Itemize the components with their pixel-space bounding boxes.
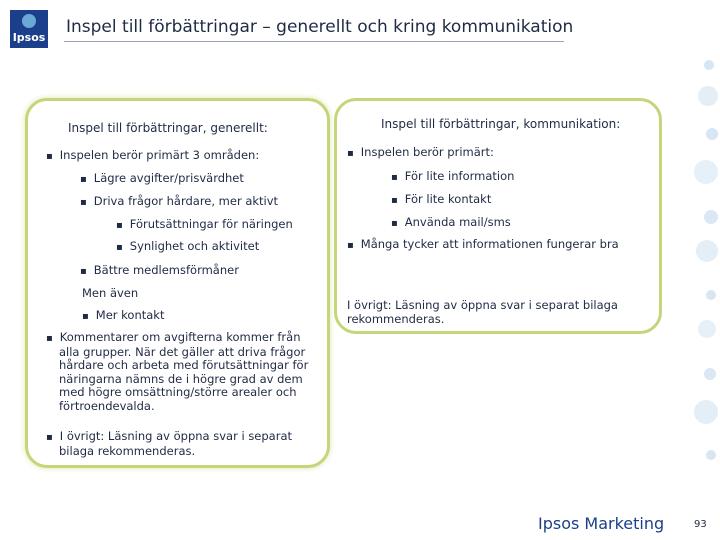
- circle-icon: [706, 128, 718, 140]
- right-item-info-works: [347, 238, 625, 253]
- right-panel-title: Inspel till förbättringar, kommunikation:: [381, 117, 621, 131]
- decorative-circles: [690, 0, 720, 540]
- logo-text: Ipsos: [12, 31, 46, 44]
- left-item-drive-issues: ▪ Driva frågor hårdare, mer aktivt: [80, 194, 278, 210]
- page-number: 93: [694, 519, 707, 530]
- slide-title: Inspel till förbättringar – generellt och kring kommunikation: [66, 17, 574, 37]
- otherwise-text: ▪ I övrigt: Läsning av öppna svar i separat bilaga rekommenderas.: [46, 429, 292, 458]
- left-item-comments: [46, 331, 321, 413]
- left-panel: [25, 98, 330, 468]
- left-item-member-benefits: ▪ Bättre medlemsförmåner: [80, 263, 239, 279]
- info-works-text: ▪ Många tycker att informationen fungerar bra: [347, 237, 619, 251]
- circle-icon: [698, 86, 718, 106]
- circle-icon: [706, 450, 716, 460]
- left-panel-title: Inspel till förbättringar, generellt:: [68, 121, 268, 135]
- comments-text: ▪ Kommentarer om avgifterna kommer från alla grupper. När det gäller att driva frågor hårdare och arbeta med förutsättningar för näringarna nämns de i högre grad av dem med högre omsättning/större arealer och förtroendevalda.: [46, 330, 308, 413]
- circle-icon: [694, 160, 718, 184]
- left-item-prerequisites: ▪ Förutsättningar för näringen: [116, 217, 293, 233]
- right-item-otherwise: I övrigt: Läsning av öppna svar i separat bilaga rekommenderas.: [347, 298, 618, 326]
- title-divider: [64, 41, 564, 42]
- circle-icon: [704, 368, 716, 380]
- left-item-more-contact: ▪ Mer kontakt: [82, 308, 164, 324]
- right-item-little-info: ▪ För lite information: [391, 169, 514, 185]
- ipsos-marketing-brand: Ipsos Marketing: [538, 514, 665, 533]
- right-item-primarily: ▪ Inspelen berör primärt:: [347, 145, 494, 161]
- left-item-also: Men även: [82, 286, 139, 300]
- circle-icon: [698, 320, 716, 338]
- ipsos-logo: [10, 10, 48, 48]
- right-panel: [334, 98, 662, 334]
- right-item-mail-sms: ▪ Använda mail/sms: [391, 215, 511, 231]
- left-item-otherwise: [46, 430, 321, 458]
- circle-icon: [694, 400, 718, 424]
- circle-icon: [696, 240, 718, 262]
- left-item-fees: ▪ Lägre avgifter/prisvärdhet: [80, 171, 244, 187]
- circle-icon: [704, 60, 714, 70]
- right-item-little-contact: ▪ För lite kontakt: [391, 192, 491, 208]
- left-item-areas: ▪ Inspelen berör primärt 3 områden:: [46, 148, 259, 164]
- circle-icon: [706, 290, 716, 300]
- left-item-visibility: ▪ Synlighet och aktivitet: [116, 239, 259, 255]
- circle-icon: [704, 210, 718, 224]
- logo-mark-icon: [22, 14, 36, 28]
